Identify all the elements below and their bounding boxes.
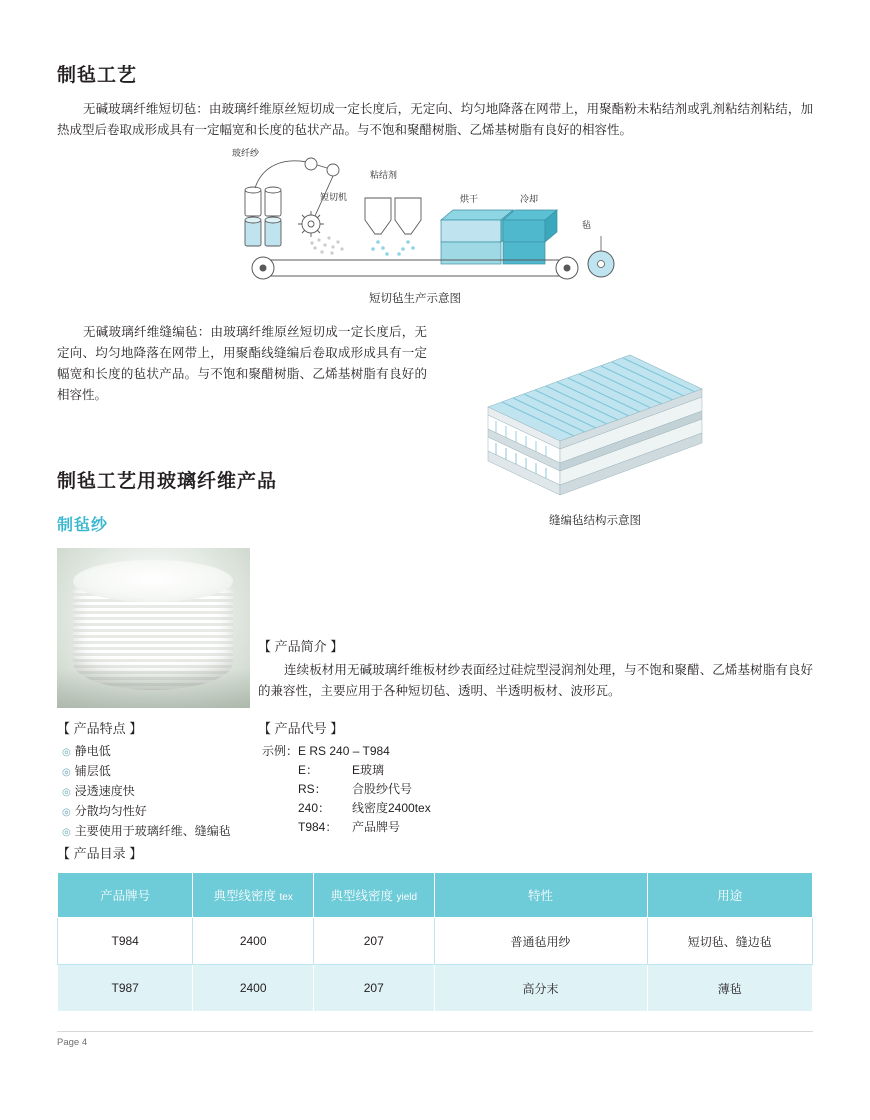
diagram-stitched-mat-structure — [480, 345, 710, 505]
label-product-code: 【 产品代号 】 — [258, 721, 344, 736]
code-value: E玻璃 — [352, 763, 385, 777]
header-sub-text: tex — [279, 892, 293, 903]
product-photo-felt-yarn — [57, 548, 250, 708]
table-cell: 2400 — [193, 965, 314, 1012]
code-row — [262, 818, 431, 837]
table-header-cell — [58, 873, 193, 918]
table-row — [58, 965, 813, 1012]
code-key: E： — [298, 763, 319, 777]
table-cell: 普通毡用纱 — [434, 918, 647, 965]
paragraph-chopped-strand-mat: 无碱玻璃纤维短切毡：由玻璃纤维原丝短切成一定长度后，无定向、均匀地降落在网带上，用聚酯粉未粘结剂或乳剂粘结剂粘结，加热成型后卷取成形成具有一定幅宽和长度的毡状产品。与不饱和聚醋树脂、乙烯基树脂有良好的相容性。 — [57, 102, 813, 137]
feature-label: 浸透速度快 — [74, 784, 135, 798]
photo-shadow — [57, 668, 250, 708]
feature-label: 铺层低 — [74, 764, 111, 778]
list-item — [62, 782, 231, 802]
header-main-text: 典型线密度 — [330, 889, 393, 903]
code-key: T984： — [298, 820, 338, 834]
yarn-coil-top-shape — [73, 560, 233, 602]
diagram-label-chopper: 短切机 — [320, 192, 348, 202]
diagram-label-mat: 毡 — [582, 220, 592, 230]
bullet-icon: ◎ — [62, 747, 71, 758]
list-item — [62, 822, 231, 842]
table-header-row — [58, 873, 813, 918]
bullet-icon: ◎ — [62, 767, 71, 778]
caption-stitched-mat-diagram: 缝编毡结构示意图 — [549, 515, 641, 527]
code-example: 示例：E RS 240 – T984 — [262, 744, 390, 758]
table-cell: 207 — [314, 918, 435, 965]
diagram-label-roving: 玻纤纱 — [232, 148, 260, 158]
table-header-cell — [434, 873, 647, 918]
list-product-features — [62, 742, 231, 842]
list-item — [62, 802, 231, 822]
table-cell: 高分末 — [434, 965, 647, 1012]
table-cell: 2400 — [193, 918, 314, 965]
table-header-cell — [193, 873, 314, 918]
diagram-label-drying: 烘干 — [460, 194, 479, 204]
header-main-text: 产品牌号 — [100, 889, 151, 903]
feature-label: 主要使用于玻璃纤维、缝编毡 — [74, 824, 231, 838]
header-main-text: 用途 — [717, 889, 743, 903]
code-row — [262, 799, 431, 818]
footer-divider — [57, 1031, 813, 1032]
header-sub-text: yield — [396, 892, 418, 903]
text-product-intro: 连续板材用无碱玻璃纤维板材纱表面经过硅烷型浸润剂处理，与不饱和聚醋、乙烯基树脂有良好的兼容性，主要应用于各种短切毡、透明、半透明板材、波形瓦。 — [258, 663, 813, 698]
code-value: 合股纱代号 — [352, 782, 413, 796]
feature-label: 静电低 — [74, 744, 111, 758]
label-product-features: 【 产品特点 】 — [57, 721, 143, 736]
label-product-intro: 【 产品简介 】 — [258, 639, 344, 654]
label-product-catalog: 【 产品目录 】 — [57, 846, 143, 861]
code-key: 240： — [298, 801, 331, 815]
diagram-chopped-strand-mat-line — [215, 148, 615, 288]
header-main-text: 典型线密度 — [213, 889, 276, 903]
diagram-label-cooling: 冷却 — [520, 194, 539, 204]
product-catalog-table — [57, 872, 813, 1012]
subsection-title-felt-yarn: 制毡纱 — [57, 517, 109, 534]
list-item — [62, 762, 231, 782]
table-cell: T987 — [58, 965, 193, 1012]
table-cell: T984 — [58, 918, 193, 965]
code-value: 产品牌号 — [352, 820, 401, 834]
block-product-code — [262, 742, 431, 837]
table-cell: 薄毡 — [647, 965, 813, 1012]
header-main-text: 特性 — [528, 889, 554, 903]
list-item — [62, 742, 231, 762]
section-title-felt-process: 制毡工艺 — [57, 65, 138, 86]
diagram-label-binder: 粘结剂 — [370, 170, 398, 180]
code-key: RS： — [298, 782, 327, 796]
caption-chopped-mat-diagram: 短切毡生产示意图 — [369, 293, 461, 305]
table-cell: 短切毡、缝边毡 — [647, 918, 813, 965]
table-cell: 207 — [314, 965, 435, 1012]
table-header-cell — [314, 873, 435, 918]
section-title-products: 制毡工艺用玻璃纤维产品 — [57, 471, 278, 492]
table-row — [58, 918, 813, 965]
bullet-icon: ◎ — [62, 787, 71, 798]
page-number: Page 4 — [57, 1037, 88, 1048]
feature-label: 分散均匀性好 — [74, 804, 147, 818]
paragraph-stitched-mat: 无碱玻璃纤维缝编毡：由玻璃纤维原丝短切成一定长度后，无定向、均匀地降落在网带上，用聚酯线缝编后卷取成形成具有一定幅宽和长度的毡状产品。与不饱和聚醋树脂、乙烯基树脂有良好的相容性。 — [57, 325, 427, 402]
bullet-icon: ◎ — [62, 827, 71, 838]
code-row — [262, 761, 431, 780]
code-value: 线密度2400tex — [352, 801, 431, 815]
bullet-icon: ◎ — [62, 807, 71, 818]
table-header-cell — [647, 873, 813, 918]
code-row — [262, 780, 431, 799]
